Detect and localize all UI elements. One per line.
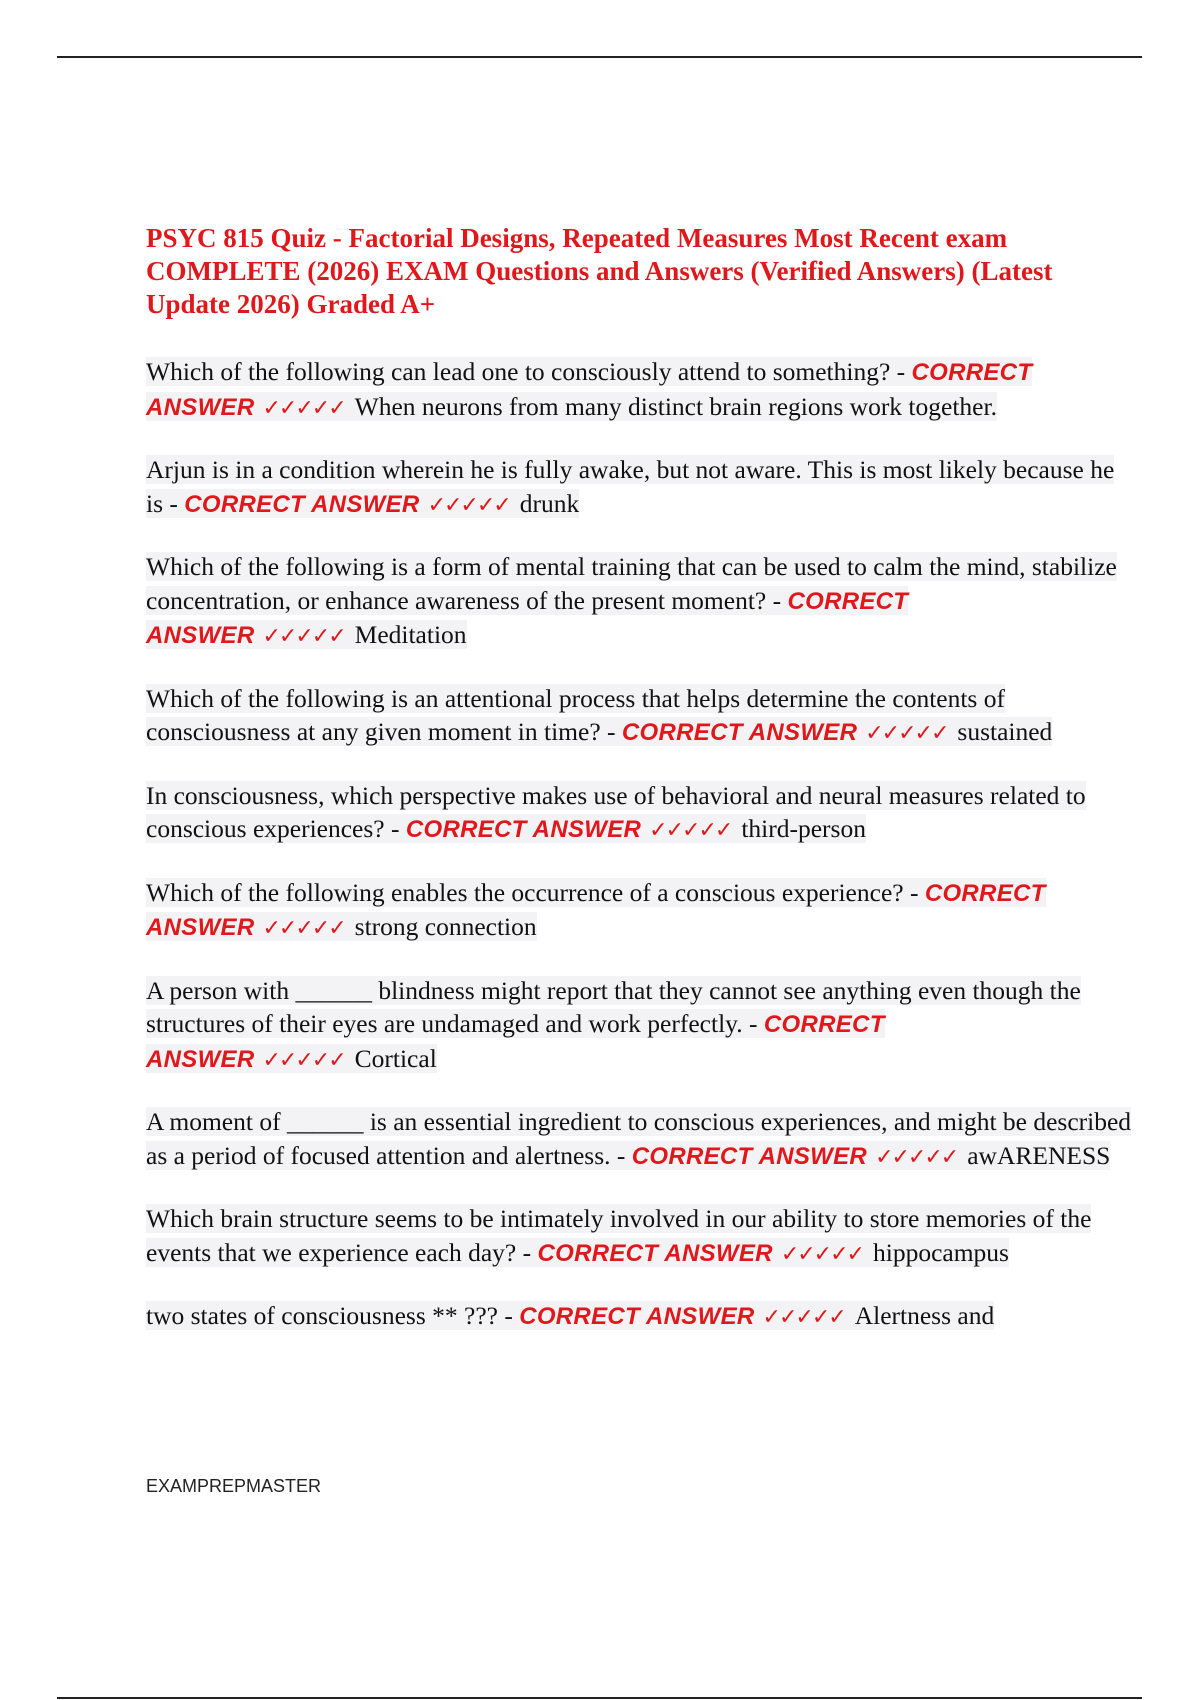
correct-answer-label: CORRECT ANSWER [146,1011,885,1073]
question-text: Which of the following enables the occurrence of a conscious experience? - [146,877,925,907]
correct-answer-label: CORRECT ANSWER [184,490,420,518]
checkmarks-icon: ✓✓✓✓✓ [780,1241,863,1267]
qa-item [146,1105,1136,1174]
answer-text: drunk [519,488,580,518]
document-title: PSYC 815 Quiz - Factorial Designs, Repeated Measures Most Recent exam COMPLETE (2026) EXAM Questions and Answers (Verified Answers) (Latest Update 2026) Graded A+ [146,223,1053,319]
checkmarks-icon: ✓✓✓✓✓ [262,624,345,649]
correct-answer-label: CORRECT ANSWER [405,816,642,843]
answer-text: strong connection [354,912,537,941]
checkmarks-icon: ✓✓✓✓✓ [427,492,510,518]
qa-item [146,682,1136,751]
question-text: In consciousness, which perspective makes use of behavioral and neural measures related to conscious experiences? - [146,780,1086,843]
correct-answer-label: CORRECT ANSWER [146,879,1046,941]
question-text: Arjun is in a condition wherein he is fully awake, but not aware. This is most likely because he is - [146,455,1115,518]
correct-answer-label: CORRECT ANSWER [631,1142,868,1170]
correct-answer-label: CORRECT ANSWER [146,587,909,649]
qa-item [146,779,1136,848]
checkmarks-icon: ✓✓✓✓✓ [262,1047,345,1073]
answer-text: awARENESS [967,1140,1111,1170]
answer-text: Cortical [354,1043,437,1073]
answer-text: Meditation [354,620,467,649]
correct-answer-label: CORRECT ANSWER [519,1303,755,1330]
answer-text: third-person [741,814,866,843]
bottom-rule [57,1697,1142,1699]
answer-text: When neurons from many distinct brain regions work together. [354,391,997,421]
qa-item [146,550,1136,654]
correct-answer-label: CORRECT ANSWER [146,359,1033,421]
checkmarks-icon: ✓✓✓✓✓ [649,818,732,843]
top-rule [57,56,1142,58]
footer-watermark: EXAMPREPMASTER [146,1476,322,1496]
checkmarks-icon: ✓✓✓✓✓ [262,395,345,421]
question-text: Which of the following can lead one to consciously attend to something? - [146,357,912,386]
qa-item [146,1202,1136,1271]
checkmarks-icon: ✓✓✓✓✓ [762,1305,845,1330]
question-text: two states of consciousness ** ??? - [146,1301,520,1330]
question-text: A moment of ______ is an essential ingredient to conscious experiences, and might be described as a period of focused attention and alertness. - [146,1107,1132,1170]
qa-item [146,1299,1136,1335]
checkmarks-icon: ✓✓✓✓✓ [875,1144,958,1170]
question-text: Which of the following is a form of mental training that can be used to calm the mind, stabilize concentration, or enhance awareness of the present moment? - [146,552,1117,615]
qa-item [146,453,1136,522]
document-body [146,222,1136,1363]
qa-item [146,876,1136,946]
question-text: A person with ______ blindness might report that they cannot see anything even though the structures of their eyes are undamaged and work perfectly. - [146,975,1081,1038]
qa-item [146,974,1136,1078]
answer-text: Alertness and [854,1301,995,1330]
qa-item [146,355,1136,425]
checkmarks-icon: ✓✓✓✓✓ [262,916,345,941]
correct-answer-label: CORRECT ANSWER [537,1239,773,1267]
correct-answer-label: CORRECT ANSWER [621,719,858,746]
answer-text: sustained [957,717,1053,746]
checkmarks-icon: ✓✓✓✓✓ [865,721,948,746]
answer-text: hippocampus [872,1237,1009,1267]
question-text: Which brain structure seems to be intimately involved in our ability to store memories of the events that we experience each day? - [146,1204,1092,1267]
question-text: Which of the following is an attentional process that helps determine the contents of consciousness at any given moment in time? - [146,683,1005,746]
